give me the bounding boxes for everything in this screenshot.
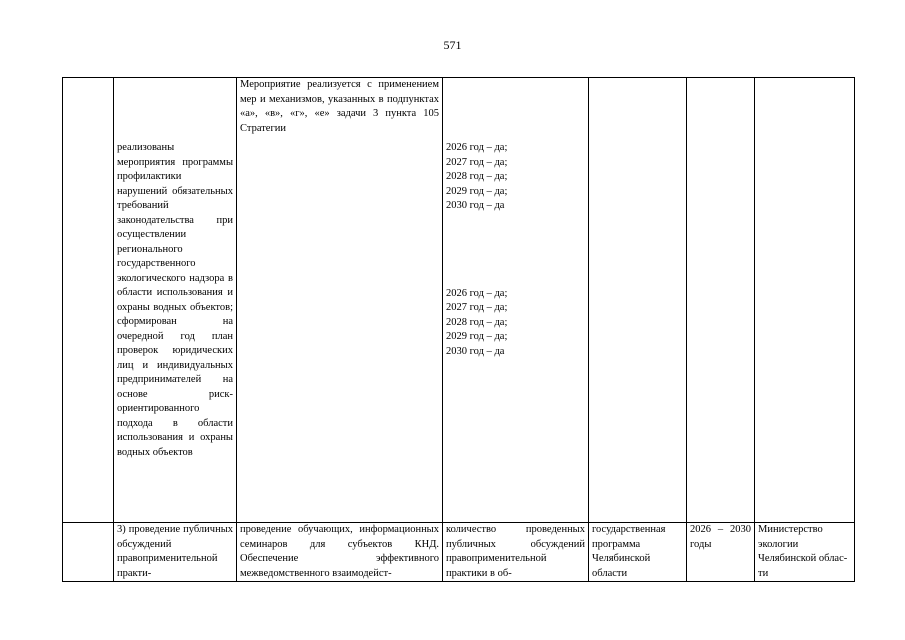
indicator-text: количество проведенных публичных обсуждений правоприменительной практики в об- [446,524,585,579]
responsible-cell [755,523,855,582]
responsible-cell [755,78,855,523]
indicator-years-1: 2026 год – да; 2027 год – да; 2028 год – да; 2029 год – да; 2030 год – да [446,142,508,211]
number-cell [63,78,114,523]
table-row [63,523,855,582]
goal-text: реализованы мероприятия программы профилактики нарушений обязательных требований законодательства при осуществлении регионального государственного экологического надзора в области использования и охраны водных объектов; сформирован на очередной год план проверок юридических лиц и индивидуальных предпринимателей на основе риск-ориентированного подхода в области использования и охраны водных объектов [117,142,233,458]
goal-cell [114,78,237,523]
period-cell [687,78,755,523]
measure-cell [237,523,443,582]
task-text: 3) проведение публичных обсуждений правоприменительной практи- [117,524,233,579]
measure-cell [237,78,443,523]
indicator-cell [443,78,589,523]
measure-text: проведение обучающих, информационных семинаров для субъектов КНД. Обеспечение эффективного межведомственного взаимодейст- [240,524,439,579]
measure-text: Мероприятие реализуется с применением мер и механизмов, указанных в подпунктах «а», «в», «г», «е» задачи 3 пункта 105 Стратегии [240,79,439,134]
program-text: государственная программа Челябинской области [592,524,666,579]
table-row [63,78,855,523]
number-cell [63,523,114,582]
indicator-years-2: 2026 год – да; 2027 год – да; 2028 год – да; 2029 год – да; 2030 год – да [446,287,508,357]
period-cell [687,523,755,582]
task-cell [114,523,237,582]
plan-table [62,77,855,582]
indicator-cell [443,523,589,582]
responsible-text: Министерство экологии Челябинской облас-ти [758,524,848,579]
page-number: 571 [443,38,462,52]
program-cell [589,523,687,582]
period-text: 2026 – 2030 годы [690,524,751,550]
program-cell [589,78,687,523]
